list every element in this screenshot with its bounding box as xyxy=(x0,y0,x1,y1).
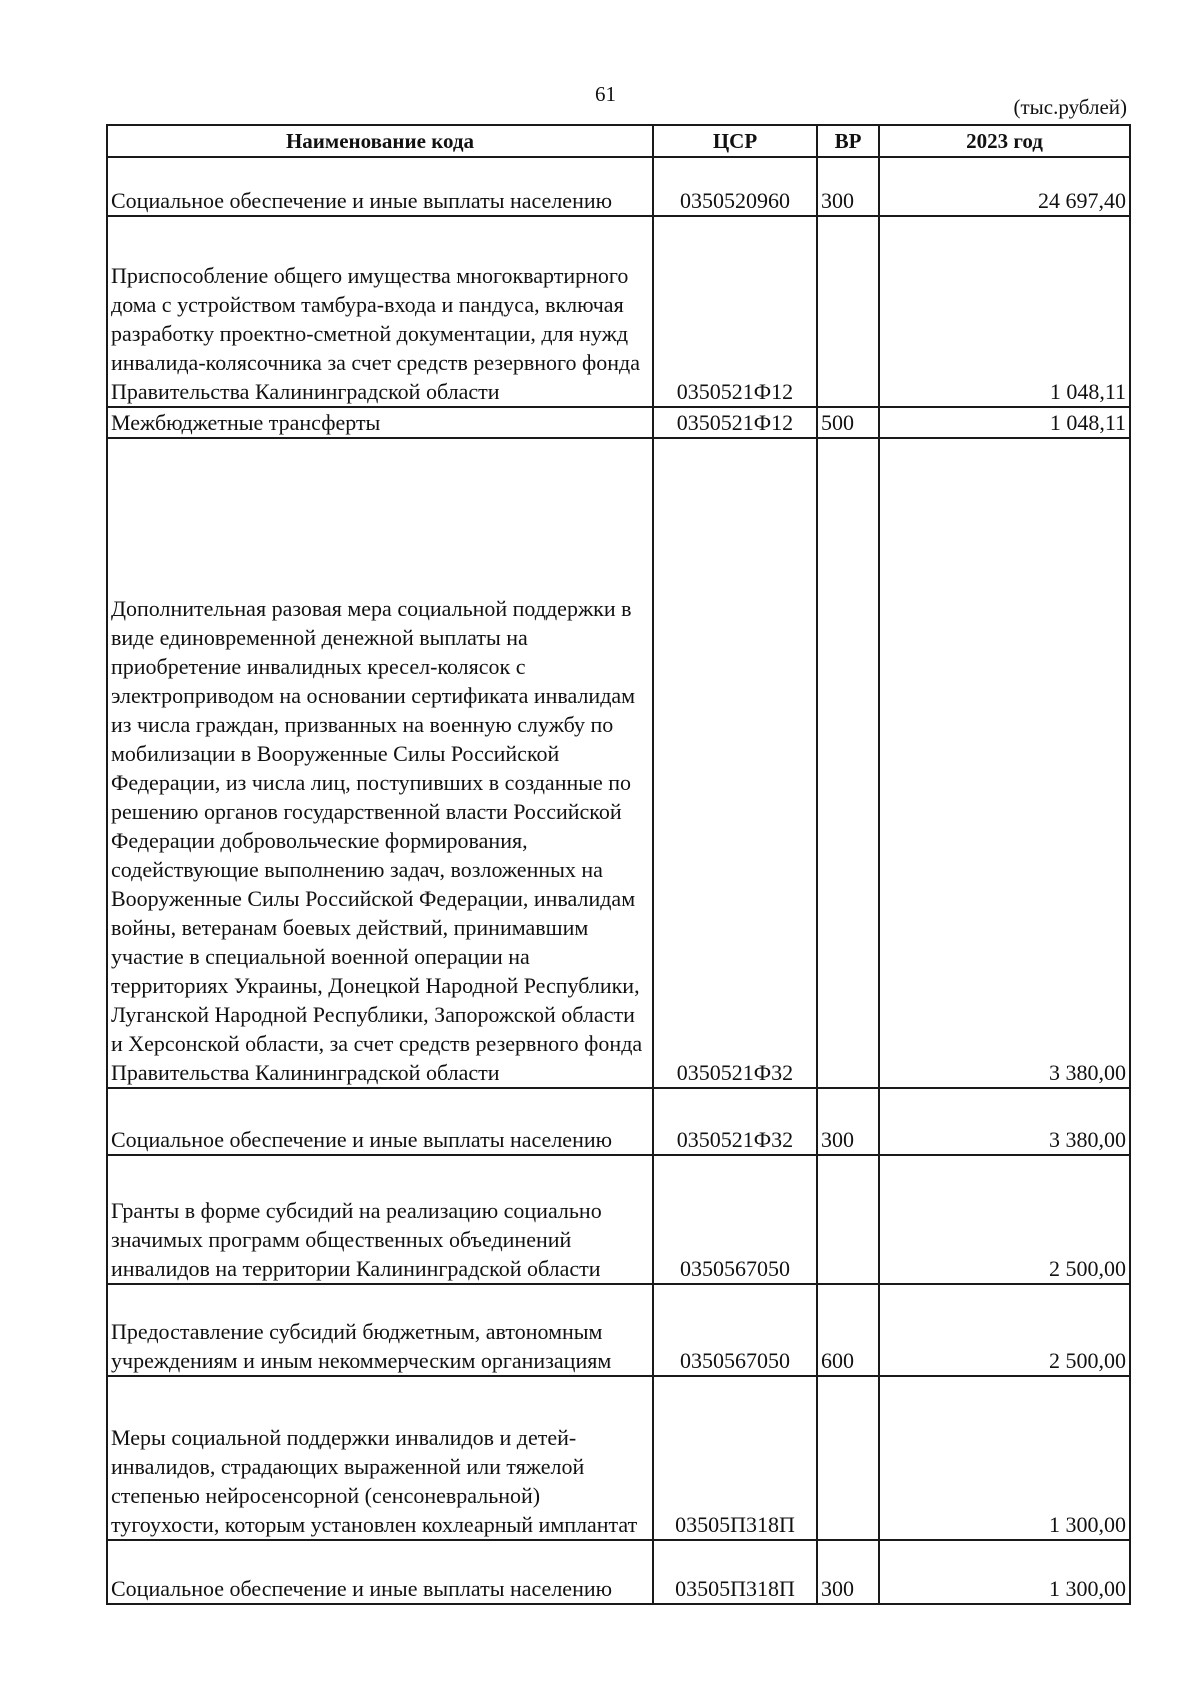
row-vr: 300 xyxy=(817,157,879,216)
row-csr: 0350520960 xyxy=(653,157,817,216)
row-amount: 3 380,00 xyxy=(879,438,1130,1088)
row-name: Дополнительная разовая мера социальной поддержки в виде единовременной денежной выплаты на приобретение инвалидных кресел-колясок с электроприводом на основании сертификата инвалидам из числа граждан, призванных на военную службу по мобилизации в Вооруженные Силы Российской Федерации, из числа лиц, поступивших в созданные по решению органов государственной власти Российской Федерации добровольческие формирования, содействующие выполнению задач, возложенных на Вооруженные Силы Российской Федерации, инвалидам войны, ветеранам боевых действий, принимавшим участие в специальной военной операции на территориях Украины, Донецкой Народной Республики, Луганской Народной Республики, Запорожской области и Херсонской области, за счет средств резервного фонда Правительства Калининградской области xyxy=(107,438,653,1088)
row-name: Социальное обеспечение и иные выплаты населению xyxy=(107,157,653,216)
table-row xyxy=(107,1088,1130,1155)
header-vr: ВР xyxy=(817,125,879,157)
table-row xyxy=(107,1284,1130,1376)
table-row xyxy=(107,1540,1130,1604)
row-csr: 0350567050 xyxy=(653,1155,817,1284)
row-vr: 300 xyxy=(817,1088,879,1155)
row-amount: 24 697,40 xyxy=(879,157,1130,216)
header-amount: 2023 год xyxy=(879,125,1130,157)
row-csr: 0350521Ф32 xyxy=(653,438,817,1088)
table-row xyxy=(107,1376,1130,1540)
row-amount: 2 500,00 xyxy=(879,1284,1130,1376)
row-csr: 0350521Ф12 xyxy=(653,407,817,438)
row-csr: 0350521Ф12 xyxy=(653,216,817,407)
row-csr: 03505П318П xyxy=(653,1376,817,1540)
table-row xyxy=(107,1155,1130,1284)
row-csr: 0350567050 xyxy=(653,1284,817,1376)
row-vr: 500 xyxy=(817,407,879,438)
row-name: Приспособление общего имущества многоквартирного дома с устройством тамбура-входа и пандуса, включая разработку проектно-сметной документации, для нужд инвалида-колясочника за счет средств резервного фонда Правительства Калининградской области xyxy=(107,216,653,407)
row-name: Предоставление субсидий бюджетным, автономным учреждениям и иным некоммерческим организациям xyxy=(107,1284,653,1376)
row-name: Социальное обеспечение и иные выплаты населению xyxy=(107,1540,653,1604)
page-number: 61 xyxy=(595,82,616,106)
header-name: Наименование кода xyxy=(107,125,653,157)
row-csr: 03505П318П xyxy=(653,1540,817,1604)
row-amount: 3 380,00 xyxy=(879,1088,1130,1155)
row-vr xyxy=(817,1376,879,1540)
budget-table xyxy=(106,124,1131,1605)
table-row xyxy=(107,216,1130,407)
row-csr: 0350521Ф32 xyxy=(653,1088,817,1155)
units-note: (тыс.рублей) xyxy=(1013,95,1127,119)
table-row xyxy=(107,157,1130,216)
table-row xyxy=(107,407,1130,438)
row-amount: 1 048,11 xyxy=(879,407,1130,438)
row-vr xyxy=(817,1155,879,1284)
header-csr: ЦСР xyxy=(653,125,817,157)
row-amount: 1 300,00 xyxy=(879,1376,1130,1540)
row-vr: 600 xyxy=(817,1284,879,1376)
row-vr xyxy=(817,438,879,1088)
row-amount: 2 500,00 xyxy=(879,1155,1130,1284)
row-name: Социальное обеспечение и иные выплаты населению xyxy=(107,1088,653,1155)
row-vr xyxy=(817,216,879,407)
row-name: Меры социальной поддержки инвалидов и детей-инвалидов, страдающих выраженной или тяжелой степенью нейросенсорной (сенсоневральной) тугоухости, которым установлен кохлеарный имплантат xyxy=(107,1376,653,1540)
row-name: Гранты в форме субсидий на реализацию социально значимых программ общественных объединений инвалидов на территории Калининградской области xyxy=(107,1155,653,1284)
row-amount: 1 048,11 xyxy=(879,216,1130,407)
table-row xyxy=(107,438,1130,1088)
header-row xyxy=(107,125,1130,157)
row-name: Межбюджетные трансферты xyxy=(107,407,653,438)
row-amount: 1 300,00 xyxy=(879,1540,1130,1604)
row-vr: 300 xyxy=(817,1540,879,1604)
